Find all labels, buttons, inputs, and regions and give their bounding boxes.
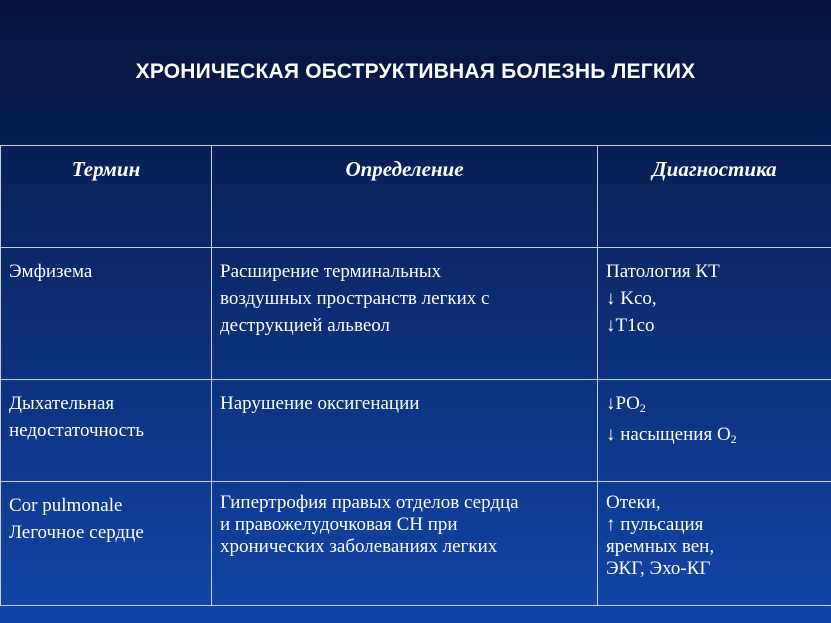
diagnostics-cell: [598, 248, 831, 380]
page-title: ХРОНИЧЕСКАЯ ОБСТРУКТИВНАЯ БОЛЕЗНЬ ЛЕГКИХ: [135, 60, 696, 83]
definition-line: и правожелудочковая СН при: [220, 514, 458, 535]
table-header-row: [1, 146, 831, 248]
arrow-down-icon: ↓: [606, 424, 616, 445]
diagnostics-line: Патология КТ: [606, 261, 720, 282]
diagnostics-line: ↓ насыщения $O_2$: [606, 424, 737, 446]
term-text: недостаточность: [9, 420, 145, 441]
table-row: [1, 380, 831, 482]
table-row: [1, 482, 831, 606]
term-cell: [1, 248, 212, 380]
term-cell: [1, 482, 212, 606]
diagnostics-line: ↓ Kco,: [606, 288, 657, 309]
header-term: Термин: [1, 146, 212, 248]
definition-line: Гипертрофия правых отделов сердца: [220, 492, 519, 513]
diagnostics-cell: [598, 482, 831, 606]
header-definition: Определение: [212, 146, 598, 248]
diagnostics-line: $↓PO_2$: [606, 393, 646, 415]
diagnostics-line: яремных вен,: [606, 536, 715, 557]
definition-line: хронических заболеваниях легких: [220, 536, 498, 557]
term-text: Cor pulmonale: [9, 495, 123, 516]
definition-cell: [212, 380, 598, 482]
term-cell: [1, 380, 212, 482]
arrow-up-icon: ↑: [606, 514, 616, 535]
diagnostics-line: Отеки,: [606, 492, 661, 513]
arrow-down-icon: ↓: [606, 393, 616, 414]
copd-table: [0, 145, 831, 606]
term-text: Дыхательная: [9, 393, 115, 414]
header-diagnostics: Диагностика: [598, 146, 831, 248]
table-row: [1, 248, 831, 380]
definition-line: Нарушение оксигенации: [220, 393, 420, 414]
arrow-down-icon: ↓: [606, 288, 616, 309]
definition-line: воздушных пространств легких с: [220, 288, 490, 309]
definition-cell: [212, 482, 598, 606]
definition-line: Расширение терминальных: [220, 261, 442, 282]
diagnostics-line: ↑ пульсация: [606, 514, 704, 535]
definition-cell: [212, 248, 598, 380]
arrow-down-icon: ↓: [606, 315, 616, 336]
term-text: Легочное сердце: [9, 522, 144, 543]
term-text: Эмфизема: [9, 261, 93, 282]
diagnostics-line: ЭКГ, Эхо-КГ: [606, 558, 711, 579]
diagnostics-cell: [598, 380, 831, 482]
diagnostics-line: ↓T1co: [606, 315, 655, 336]
definition-line: деструкцией альвеол: [220, 315, 390, 336]
